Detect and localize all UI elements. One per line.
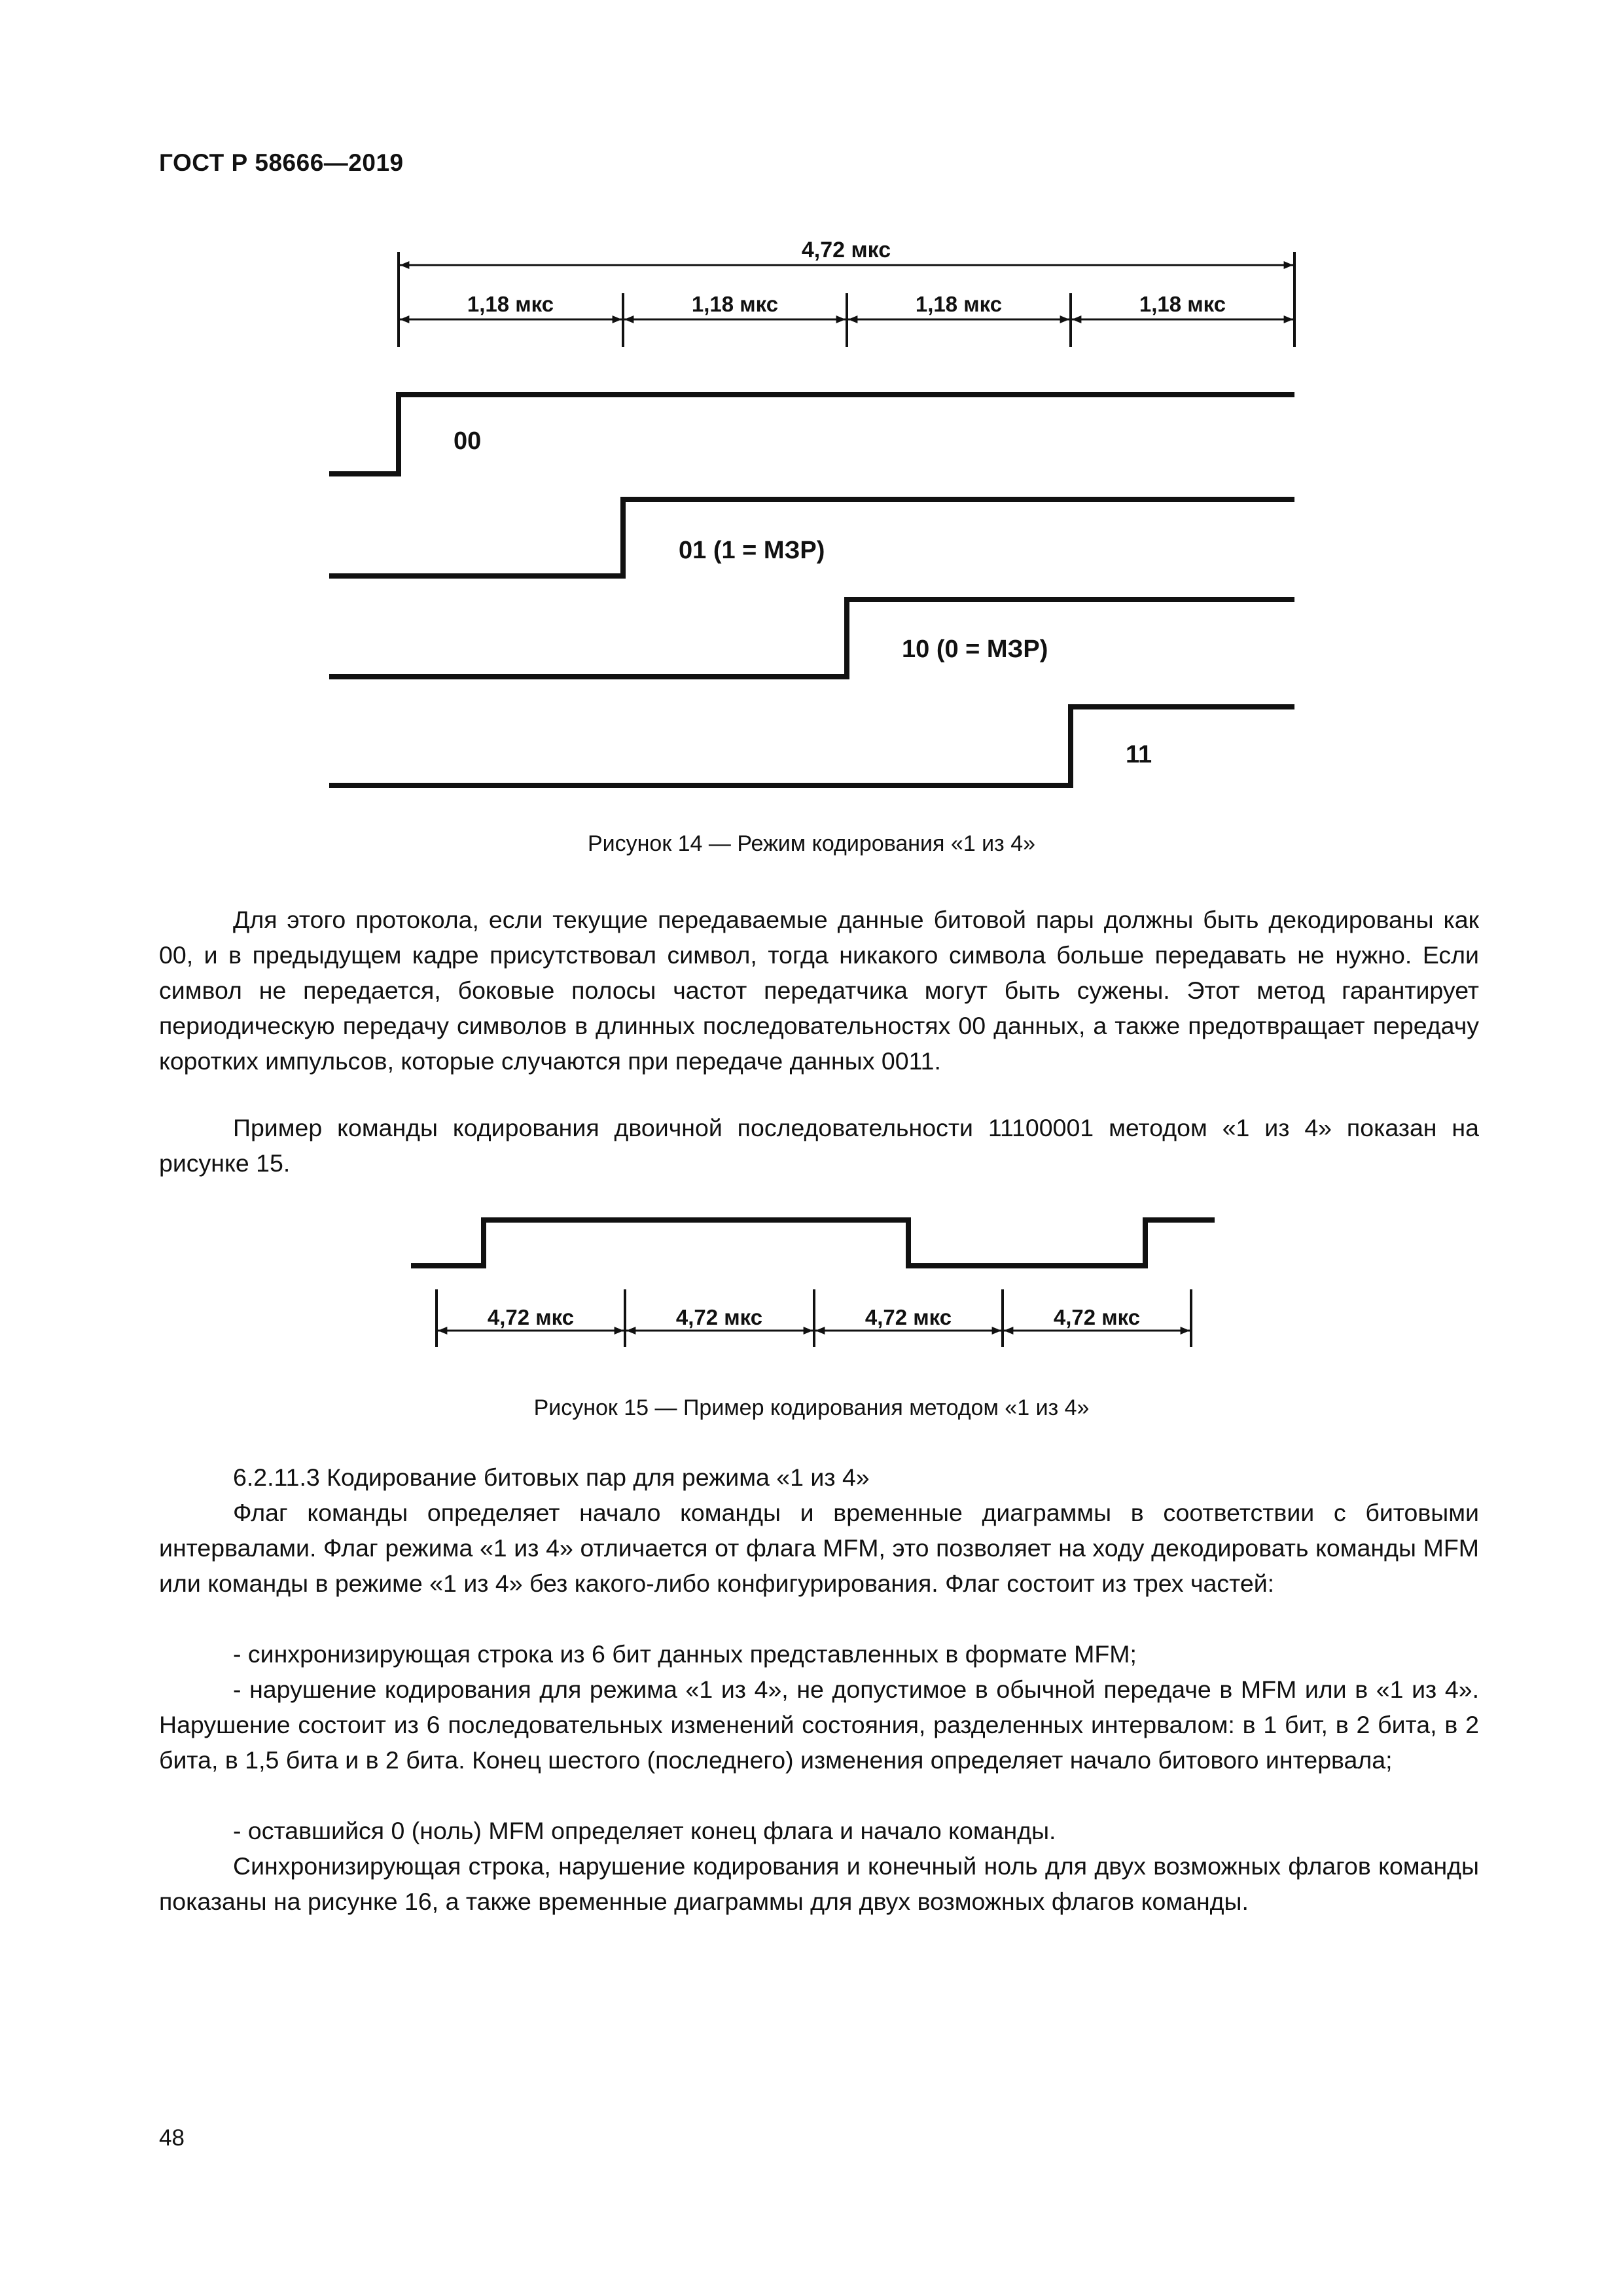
list-item: - нарушение кодирования для режима «1 из 4», не допустимое в обычной передаче в MFM или в «1 из 4». Нарушение состоит из 6 последовательных изменений состояния, разделенных интервалом: в 1 бит, в 2 бита, в 2 бита, в 1,5 бита и в 2 бита. Конец шестого (последнего) изменения определяет начало битового интервала;: [159, 1676, 1479, 1774]
waveform-10: [329, 600, 1294, 677]
document-header: ГОСТ Р 58666—2019: [159, 149, 404, 176]
waveform-label: 00: [454, 427, 482, 455]
segment-label: 1,18 мкс: [691, 292, 779, 316]
segment-label: 4,72 мкс: [675, 1305, 763, 1329]
segment-label: 4,72 мкс: [1053, 1305, 1141, 1329]
list-item: - синхронизирующая строка из 6 бит данных представленных в формате MFM;: [233, 1640, 1137, 1668]
body-paragraph: Для этого протокола, если текущие передаваемые данные битовой пары должны быть декодированы как 00, и в предыдущем кадре присутствовал символ, тогда никакого символа больше передавать не нужно. Если символ не передается, боковые полосы частот передатчика могут быть сужены. Этот метод гарантирует периодическую передачу символов в длинных последовательностях 00 данных, а также предотвращает передачу коротких импульсов, которые случаются при передаче данных 0011.: [159, 906, 1479, 1075]
body-paragraph: Синхронизирующая строка, нарушение кодирования и конечный ноль для двух возможных флагов команды показаны на рисунке 16, а также временные диаграммы для двух возможных флагов команды.: [159, 1852, 1479, 1915]
figure-14-diagram: [0, 223, 1623, 812]
list-item: - оставшийся 0 (ноль) MFM определяет конец флага и начало команды.: [233, 1817, 1056, 1844]
total-label: 4,72 мкс: [801, 238, 891, 262]
page-number: 48: [159, 2125, 185, 2151]
segment-label: 1,18 мкс: [467, 292, 554, 316]
waveform-label: 01 (1 = МЗР): [679, 537, 825, 564]
waveform-label: 10 (0 = МЗР): [902, 636, 1048, 663]
segment-label: 1,18 мкс: [1139, 292, 1226, 316]
section-heading: 6.2.11.3 Кодирование битовых пар для режима «1 из 4»: [233, 1463, 870, 1491]
waveform-example: [411, 1220, 1215, 1266]
waveform-label: 11: [1126, 741, 1152, 768]
segment-label: 4,72 мкс: [865, 1305, 952, 1329]
figure-14-caption: Рисунок 14 — Режим кодирования «1 из 4»: [587, 831, 1036, 856]
figure-15-diagram: [0, 1198, 1623, 1394]
figure-15-caption: Рисунок 15 — Пример кодирования методом «1 из 4»: [533, 1395, 1090, 1420]
segment-label: 4,72 мкс: [487, 1305, 575, 1329]
body-paragraph: Флаг команды определяет начало команды и временные диаграммы в соответствии с битовыми интервалами. Флаг режима «1 из 4» отличается от флага MFM, это позволяет на ходу декодировать команды MFM или команды в режиме «1 из 4» без какого-либо конфигурирования. Флаг состоит из трех частей:: [159, 1499, 1479, 1597]
segment-label: 1,18 мкс: [915, 292, 1003, 316]
body-paragraph: Пример команды кодирования двоичной последовательности 11100001 методом «1 из 4» показан на рисунке 15.: [159, 1114, 1479, 1177]
